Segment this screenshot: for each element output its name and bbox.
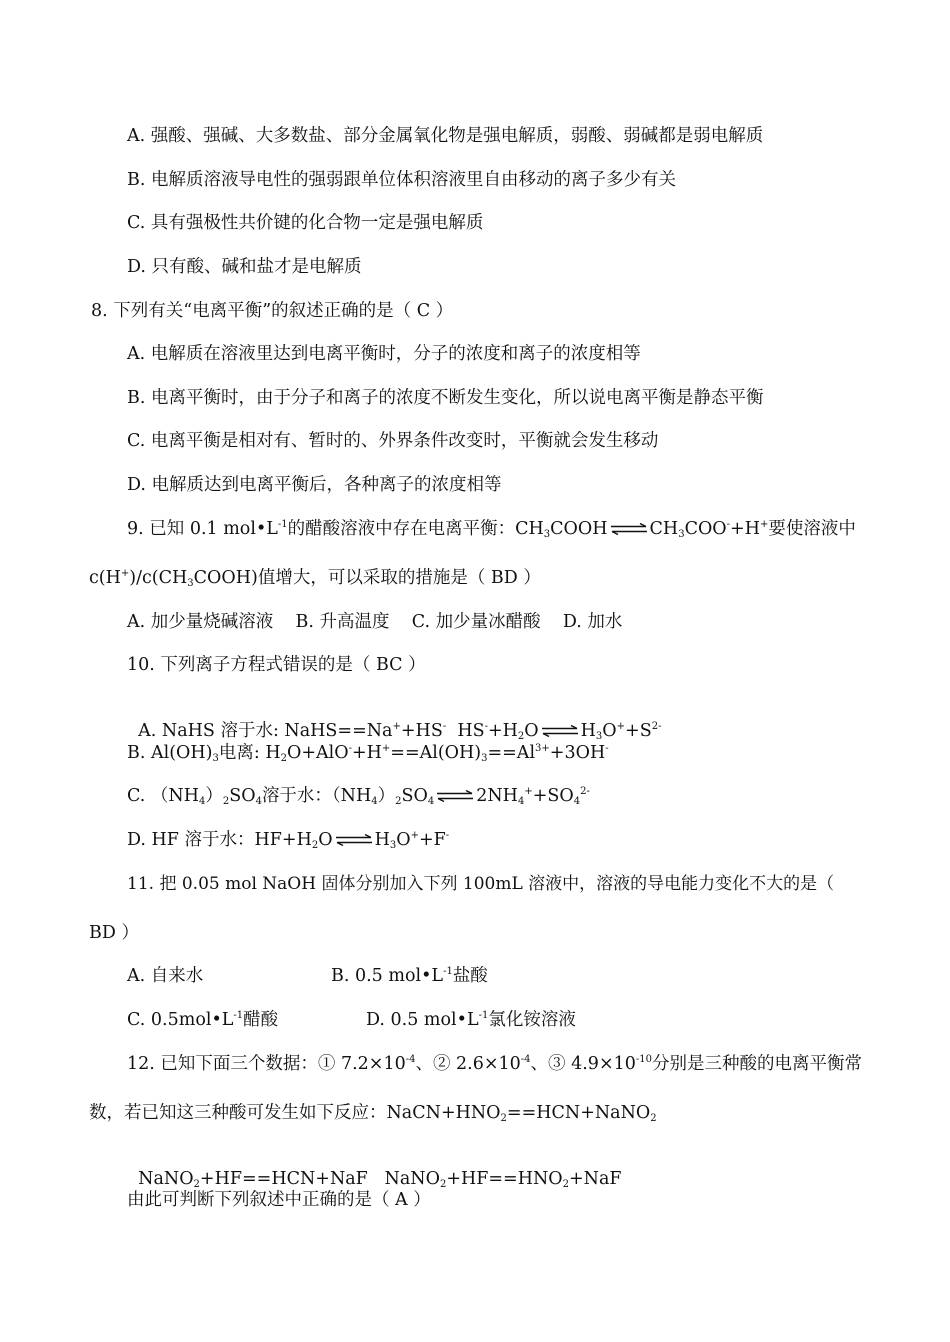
q10-option-d: D. HF 溶于水：$HF+H_2O$ $H_3O^++F^-$ bbox=[127, 830, 450, 851]
q8-option-a: A. 电解质在溶液里达到电离平衡时，分子的浓度和离子的浓度相等 bbox=[127, 344, 641, 364]
equilibrium-arrow-icon bbox=[436, 790, 474, 802]
q9-stem-line2: $c(H^+)/c(CH_3COOH)$值增大，可以采取的措施是（ BD ） bbox=[89, 568, 541, 589]
q11-option-c: C. $0.5mol•L^{-1}$醋酸 bbox=[127, 1010, 279, 1030]
q11-option-a: A. 自来水 bbox=[127, 966, 204, 986]
q12-stem-line1: 12. 已知下面三个数据：① $7.2\times 10^{-4}$、② $2.6\times 10^{-4}$、③ $4.9\times 10^{-10}$分别是三种酸的电离平衡常 bbox=[127, 1054, 862, 1074]
q8-option-b: B. 电离平衡时，由于分子和离子的浓度不断发生变化，所以说电离平衡是静态平衡 bbox=[127, 388, 764, 408]
q8-option-c: C. 电离平衡是相对有、暂时的、外界条件改变时，平衡就会发生移动 bbox=[127, 431, 659, 451]
q10-stem: 10. 下列离子方程式错误的是（ BC ） bbox=[127, 655, 426, 675]
q12-stem-line3: NaNO$_2$+HF==HCN+NaF $NaNO_2+HF==HNO_2+NaF$ bbox=[138, 1169, 622, 1190]
equilibrium-arrow-icon bbox=[541, 725, 579, 737]
q10-option-c: C. $(NH_4)_2SO_4$溶于水：$(NH_4)_2SO_4$ $2NH_4^++SO_4^{2-}$ bbox=[127, 786, 590, 807]
q7-option-d: D. 只有酸、碱和盐才是电解质 bbox=[127, 257, 362, 277]
equilibrium-arrow-icon bbox=[335, 834, 373, 846]
q12-stem-line2: 数，若已知这三种酸可发生如下反应：$NaCN+HNO_2==HCN+NaNO_2$ bbox=[89, 1103, 657, 1124]
equilibrium-arrow-icon bbox=[610, 523, 648, 535]
q8-stem: 8. 下列有关“电离平衡”的叙述正确的是（ C ） bbox=[91, 301, 454, 321]
q7-option-b: B. 电解质溶液导电性的强弱跟单位体积溶液里自由移动的离子多少有关 bbox=[127, 170, 676, 190]
q8-option-d: D. 电解质达到电离平衡后，各种离子的浓度相等 bbox=[127, 475, 502, 495]
q7-option-a: A. 强酸、强碱、大多数盐、部分金属氧化物是强电解质，弱酸、弱碱都是弱电解质 bbox=[127, 126, 764, 146]
q7-option-c: C. 具有强极性共价键的化合物一定是强电解质 bbox=[127, 213, 484, 233]
q12-stem-line4: 由此可判断下列叙述中正确的是（ A ） bbox=[127, 1190, 431, 1210]
q11-option-d: D. 0.5 $mol•L^{-1}$氯化铵溶液 bbox=[366, 1010, 576, 1030]
q10-option-b: B. $Al(OH)_3$电离: $H_2O+AlO^-+H^+==Al(OH)_3==Al^{3+}+3OH^-$ bbox=[127, 743, 609, 764]
q9-stem-line1: 9. 已知 0.1 $mol•L^{-1}$的醋酸溶液中存在电离平衡：$CH_3COOH$ $CH_3COO^-+H^+$要使溶液中 bbox=[127, 519, 856, 540]
q11-option-b: B. 0.5 $mol•L^{-1}$盐酸 bbox=[331, 966, 488, 986]
q11-stem-line2: BD ） bbox=[89, 923, 139, 943]
q10-option-a: A. NaHS 溶于水: NaHS==Na++HS- $HS^-+H_2O$ $H_3O^++S^{2-}$ bbox=[138, 721, 662, 742]
q11-stem-line1: 11. 把 0.05 mol NaOH 固体分别加入下列 100mL 溶液中，溶液的导电能力变化不大的是（ bbox=[127, 874, 835, 894]
q9-options: A. 加少量烧碱溶液 B. 升高温度 C. 加少量冰醋酸 D. 加水 bbox=[127, 612, 623, 632]
